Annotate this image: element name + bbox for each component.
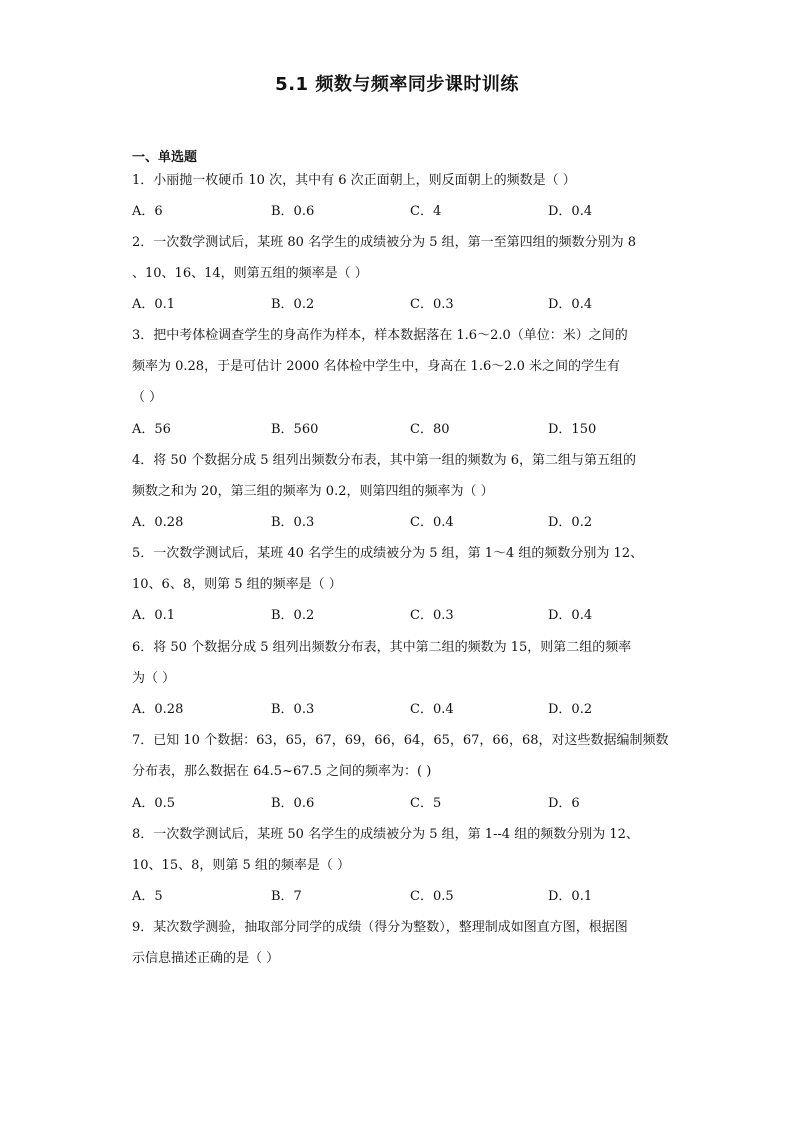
question-2-line: 、10、16、14，则第五组的频率是（ ） — [132, 266, 368, 281]
question-8-option-A: A．5 — [132, 889, 163, 904]
question-7-line: 7．已知 10 个数据：63，65，67，69，66，64，65，67，66，68，对这些数据编制频数 — [132, 733, 669, 748]
question-6-option-B: B．0.3 — [271, 702, 315, 717]
question-7-option-B: B．0.6 — [271, 796, 315, 811]
question-8-line: 8．一次数学测试后，某班 50 名学生的成绩被分为 5 组，第 1--4 组的频数分别为 12、 — [132, 827, 639, 842]
question-3-option-D: D．150 — [548, 422, 597, 437]
question-6-option-C: C．0.4 — [410, 702, 454, 717]
question-3-option-B: B．560 — [271, 422, 319, 437]
question-8-option-B: B．7 — [271, 889, 302, 904]
question-8-line: 10、15、8，则第 5 组的频率是（ ） — [132, 858, 351, 873]
question-5-line: 5．一次数学测试后，某班 40 名学生的成绩被分为 5 组，第 1～4 组的频数分别为 12、 — [132, 546, 644, 561]
question-9-line: 示信息描述正确的是（ ） — [132, 951, 280, 966]
section-heading: 一、单选题 — [132, 150, 198, 165]
question-7-option-A: A．0.5 — [132, 796, 176, 811]
question-5-line: 10、6、8，则第 5 组的频率是（ ） — [132, 577, 342, 592]
question-4-option-C: C．0.4 — [410, 515, 454, 530]
question-6-option-A: A．0.28 — [132, 702, 184, 717]
question-8-option-D: D．0.1 — [548, 889, 593, 904]
question-3-line: （ ） — [132, 390, 163, 405]
question-3-line: 3．把中考体检调查学生的身高作为样本，样本数据落在 1.6～2.0（单位：米）之间的 — [132, 328, 628, 343]
question-1-option-B: B．0.6 — [271, 204, 315, 219]
question-4-line: 频数之和为 20，第三组的频率为 0.2，则第四组的频率为（ ） — [132, 484, 494, 499]
question-2-option-B: B．0.2 — [271, 297, 315, 312]
question-1-option-A: A．6 — [132, 204, 163, 219]
question-2-option-A: A．0.1 — [132, 297, 176, 312]
question-9-line: 9．某次数学测验，抽取部分同学的成绩（得分为整数），整理制成如图直方图，根据图 — [132, 920, 628, 935]
question-7-option-D: D．6 — [548, 796, 580, 811]
question-1-option-D: D．0.4 — [548, 204, 593, 219]
question-1-line: 1．小丽抛一枚硬币 10 次，其中有 6 次正面朝上，则反面朝上的频数是（ ） — [132, 173, 576, 188]
question-5-option-A: A．0.1 — [132, 608, 176, 623]
question-6-line: 为（ ） — [132, 671, 176, 686]
page-title: 5.1 频数与频率同步课时训练 — [275, 74, 519, 95]
question-8-option-C: C．0.5 — [410, 889, 454, 904]
question-2-line: 2．一次数学测试后，某班 80 名学生的成绩被分为 5 组，第一至第四组的频数分别为 8 — [132, 235, 637, 250]
question-5-option-C: C．0.3 — [410, 608, 454, 623]
question-6-line: 6．将 50 个数据分成 5 组列出频数分布表，其中第二组的频数为 15，则第二组的频率 — [132, 640, 632, 655]
question-4-option-B: B．0.3 — [271, 515, 315, 530]
question-6-option-D: D．0.2 — [548, 702, 593, 717]
question-1-option-C: C．4 — [410, 204, 442, 219]
question-3-line: 频率为 0.28，于是可估计 2000 名体检中学生中，身高在 1.6～2.0 米之间的学生有 — [132, 359, 621, 374]
question-2-option-C: C．0.3 — [410, 297, 454, 312]
question-5-option-D: D．0.4 — [548, 608, 593, 623]
question-3-option-C: C．80 — [410, 422, 450, 437]
question-7-option-C: C．5 — [410, 796, 442, 811]
question-4-option-D: D．0.2 — [548, 515, 593, 530]
question-7-line: 分布表，那么数据在 64.5~67.5 之间的频率为：( ) — [132, 764, 432, 779]
question-4-line: 4．将 50 个数据分成 5 组列出频数分布表，其中第一组的频数为 6，第二组与第五组的 — [132, 453, 637, 468]
question-5-option-B: B．0.2 — [271, 608, 315, 623]
question-4-option-A: A．0.28 — [132, 515, 184, 530]
question-2-option-D: D．0.4 — [548, 297, 593, 312]
question-3-option-A: A．56 — [132, 422, 171, 437]
